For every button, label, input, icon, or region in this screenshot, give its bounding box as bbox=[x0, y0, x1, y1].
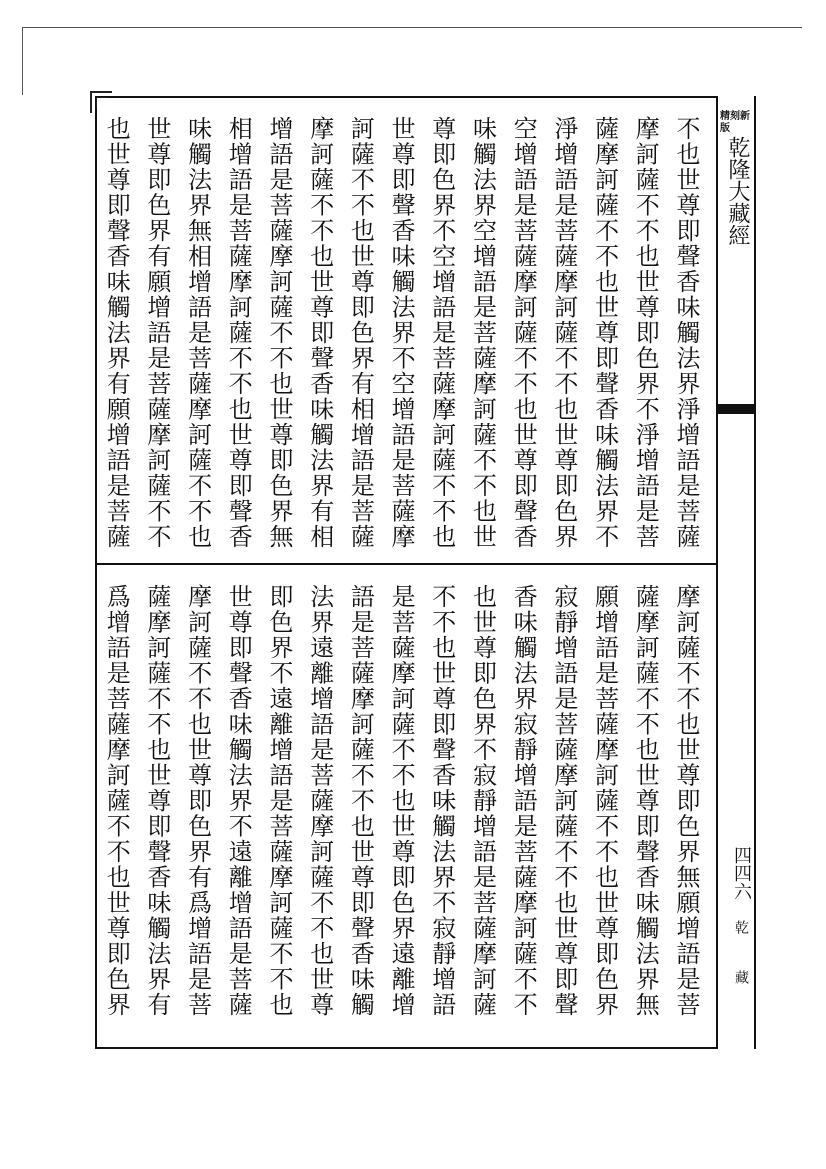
text-column: 也世尊即色界不寂靜增語是菩薩摩訶薩 bbox=[468, 584, 497, 1018]
text-column: 世尊即聲香味觸法界不空增語是菩薩摩 bbox=[387, 116, 416, 550]
text-column: 不不也世尊即聲香味觸法界不寂靜增語 bbox=[427, 584, 456, 1018]
text-column: 願增語是菩薩摩訶薩不不也世尊即色界 bbox=[590, 584, 619, 1018]
text-column: 薩摩訶薩不不也世尊即聲香味觸法界無 bbox=[631, 584, 660, 1018]
text-column: 摩訶薩不不也世尊即色界有爲增語是菩 bbox=[183, 584, 212, 1018]
text-column: 寂靜增語是菩薩摩訶薩不不也世尊即聲 bbox=[549, 584, 578, 1018]
text-column: 相增語是菩薩摩訶薩不不也世尊即聲香 bbox=[224, 116, 253, 550]
tab-marker bbox=[718, 404, 756, 414]
text-column: 訶薩不不也世尊即色界有相增語是菩薩 bbox=[346, 116, 375, 550]
text-column: 淨增語是菩薩摩訶薩不不也世尊即色界 bbox=[549, 116, 578, 550]
text-column: 爲增語是菩薩摩訶薩不不也世尊即色界 bbox=[102, 584, 131, 1018]
collection-label: 乾 藏 bbox=[733, 920, 749, 994]
sutra-title: 乾隆大藏經 bbox=[725, 136, 750, 246]
scan-edge-top bbox=[22, 27, 802, 28]
text-column: 語是菩薩摩訶薩不不也世尊即聲香味觸 bbox=[346, 584, 375, 1018]
edition-label: 精刻新版 bbox=[720, 111, 750, 134]
text-column: 尊即色界不空增語是菩薩摩訶薩不不也 bbox=[427, 116, 456, 550]
corner-ornament bbox=[90, 91, 112, 113]
text-column: 香味觸法界寂靜增語是菩薩摩訶薩不不 bbox=[509, 584, 538, 1018]
text-column: 摩訶薩不不也世尊即色界無願增語是菩 bbox=[672, 584, 700, 1018]
text-column: 增語是菩薩摩訶薩不不也世尊即色界無 bbox=[265, 116, 293, 550]
text-column: 摩訶薩不不也世尊即色界不淨增語是菩 bbox=[631, 116, 660, 550]
section-divider bbox=[95, 563, 718, 565]
text-column: 薩摩訶薩不不也世尊即聲香味觸法界有 bbox=[142, 584, 171, 1018]
text-column: 即色界不遠離增語是菩薩摩訶薩不不也 bbox=[265, 584, 293, 1018]
text-column: 是菩薩摩訶薩不不也世尊即色界遠離增 bbox=[387, 584, 416, 1018]
text-column: 不也世尊即聲香味觸法界淨增語是菩薩 bbox=[672, 116, 700, 550]
text-column: 法界遠離增語是菩薩摩訶薩不不也世尊 bbox=[305, 584, 334, 1018]
page-number: 四四六 bbox=[731, 846, 752, 900]
scan-edge-left bbox=[22, 27, 23, 95]
text-column: 摩訶薩不不也世尊即聲香味觸法界有相 bbox=[305, 116, 334, 550]
text-column: 味觸法界無相增語是菩薩摩訶薩不不也 bbox=[183, 116, 212, 550]
text-column: 空增語是菩薩摩訶薩不不也世尊即聲香 bbox=[509, 116, 538, 550]
text-column: 也世尊即聲香味觸法界有願增語是菩薩 bbox=[102, 116, 131, 550]
text-column: 世尊即色界有願增語是菩薩摩訶薩不不 bbox=[142, 116, 171, 550]
text-column: 薩摩訶薩不不也世尊即聲香味觸法界不 bbox=[590, 116, 619, 550]
text-column: 世尊即聲香味觸法界不遠離增語是菩薩 bbox=[224, 584, 253, 1018]
text-column: 味觸法界空增語是菩薩摩訶薩不不也世 bbox=[468, 116, 497, 550]
